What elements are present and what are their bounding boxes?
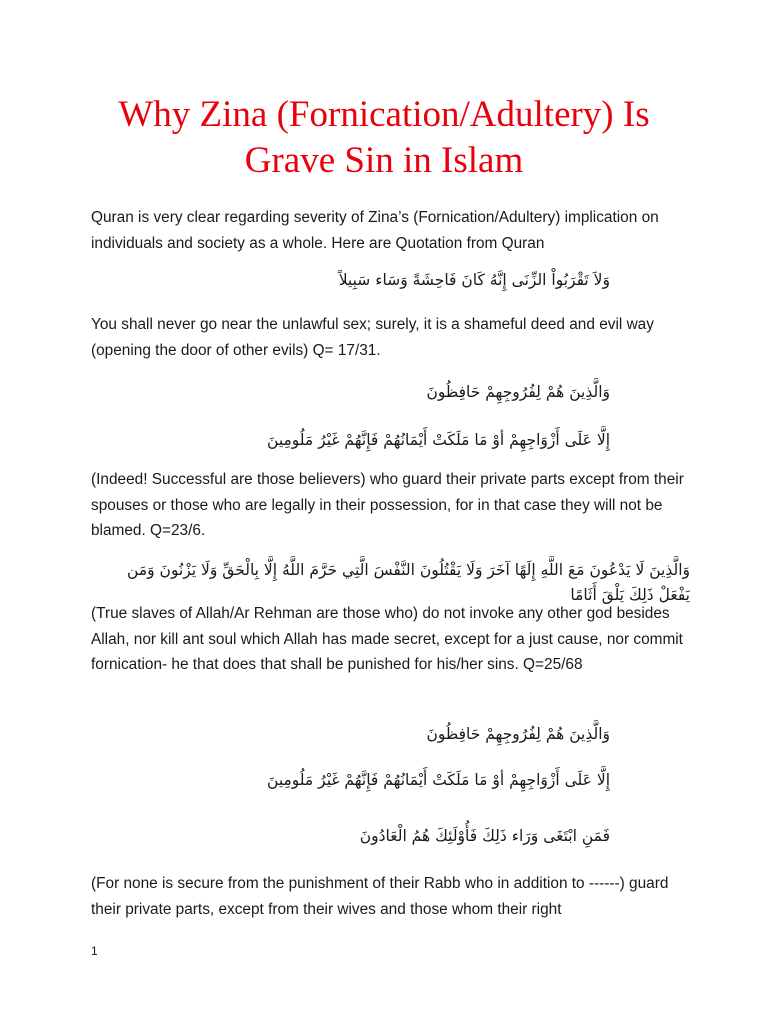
intro-paragraph: Quran is very clear regarding severity of Zina’s (Fornication/Adultery) implication on individuals and society as a whole. Here are Quotation from Quran [91,209,659,252]
arabic-verse-17-32: وَلاَ تَقْرَبُواْ الزِّنَى إِنَّهُ كَانَ فَاحِشَةً وَسَاء سَبِيلاً [338,271,610,289]
arabic-verse-23-6: إِلَّا عَلَى أَزْوَاجِهِمْ أوْ مَا مَلَكَتْ أَيْمَانُهُمْ فَإِنَّهُمْ غَيْرُ مَلُومِينَ [267,431,610,449]
arabic-verse-70-29: وَالَّذِينَ هُمْ لِفُرُوجِهِمْ حَافِظُونَ [426,725,610,743]
page-number: 1 [91,944,98,958]
arabic-verse-25-68: وَالَّذِينَ لَا يَدْعُونَ مَعَ اللَّهِ إِلَهًا آخَرَ وَلَا يَقْتُلُونَ النَّفْسَ الَّتِي حَرَّمَ اللَّهُ إِلَّا بِالْحَقِّ وَلَا يَزْنُونَ وَمَن يَفْعَلْ ذَلِكَ يَلْقَ أَثَامًا [127,561,690,604]
translation-25-68: (True slaves of Allah/Ar Rehman are those who) do not invoke any other god besides Allah, nor kill ant soul which Allah has made secret, except for a just cause, nor commit fornication- he that does that shall be punished for his/her sins. Q=25/68 [91,605,683,673]
page-title [60,92,708,184]
arabic-verse-70-30: إِلَّا عَلَى أَزْوَاجِهِمْ أوْ مَا مَلَكَتْ أَيْمَانُهُمْ فَإِنَّهُمْ غَيْرُ مَلُومِينَ [267,771,610,789]
translation-70-29: (For none is secure from the punishment of their Rabb who in addition to ------) guard their private parts, except from their wives and those whom their right [91,875,669,918]
translation-17-32: You shall never go near the unlawful sex; surely, it is a shameful deed and evil way (opening the door of other evils) Q= 17/31. [91,316,654,359]
translation-23-6: (Indeed! Successful are those believers) who guard their private parts except from their spouses or those who are legally in their possession, for in that case they will not be blamed. Q=23/6. [91,471,684,539]
arabic-verse-70-31: فَمَنِ ابْتَغَى وَرَاء ذَلِكَ فَأُوْلَئِكَ هُمُ الْعَادُونَ [359,827,610,845]
arabic-verse-23-5: وَالَّذِينَ هُمْ لِفُرُوجِهِمْ حَافِظُونَ [426,383,610,401]
title-line-1: Why Zina (Fornication/Adultery) Is [118,94,650,135]
title-line-2: Grave Sin in Islam [244,140,524,181]
